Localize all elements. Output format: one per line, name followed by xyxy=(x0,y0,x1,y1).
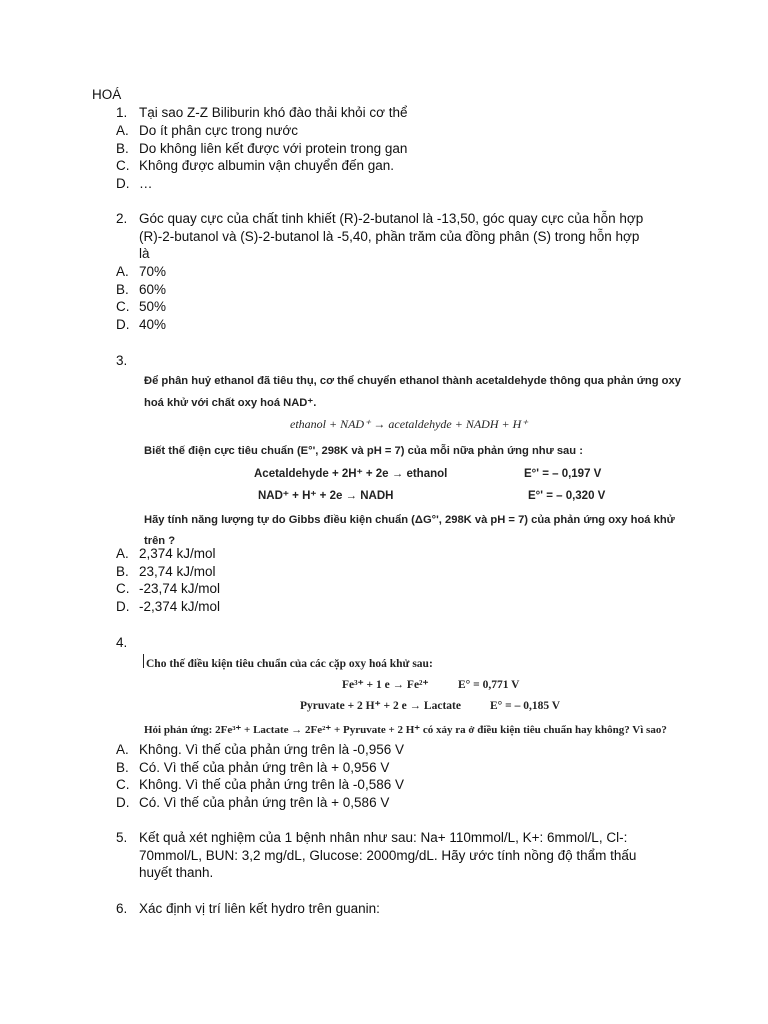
page-title: HOÁ xyxy=(92,87,122,102)
option-text: … xyxy=(139,176,153,191)
option-label: B. xyxy=(116,141,129,156)
option-label: D. xyxy=(116,795,130,810)
image-text-line: Cho thế điều kiện tiêu chuẩn của các cặp oxy hoá khử sau: xyxy=(146,658,433,670)
option-text: -23,74 kJ/mol xyxy=(139,581,221,596)
option-text: 40% xyxy=(139,317,167,332)
question-number: 1. xyxy=(116,105,128,120)
option-text: 50% xyxy=(139,299,167,314)
option-label: C. xyxy=(116,299,130,314)
option-text: 23,74 kJ/mol xyxy=(139,564,216,579)
text-cursor-mark xyxy=(143,654,144,668)
half-reaction-1: Acetaldehyde + 2H⁺ + 2e → ethanol xyxy=(254,468,448,480)
option-label: B. xyxy=(116,564,129,579)
question-text-line: huyết thanh. xyxy=(139,865,214,880)
question-text-line: Góc quay cực của chất tinh khiết (R)-2-butanol là -13,50, góc quay cực của hỗn hợp xyxy=(139,211,644,226)
option-text: 2,374 kJ/mol xyxy=(139,546,216,561)
potential-1: E° = 0,771 V xyxy=(458,679,520,691)
question-text-line: là xyxy=(139,246,150,261)
image-text-line: hoá khử với chất oxy hoá NAD⁺. xyxy=(144,397,317,409)
potential-2: E° = – 0,185 V xyxy=(490,700,561,712)
image-question-line: Hỏi phản ứng: 2Fe³⁺ + Lactate → 2Fe²⁺ + Pyruvate + 2 H⁺ có xảy ra ở điều kiện tiêu chuẩn hay không? Vì sao? xyxy=(144,724,667,736)
potential-2: E°' = – 0,320 V xyxy=(528,490,606,502)
option-label: A. xyxy=(116,546,129,561)
option-label: B. xyxy=(116,282,129,297)
question-text-line: (R)-2-butanol và (S)-2-butanol là -5,40, phần trăm của đồng phân (S) trong hỗn hợp xyxy=(139,229,640,244)
redox-pair-2: Pyruvate + 2 H⁺ + 2 e → Lactate xyxy=(300,700,461,712)
option-label: A. xyxy=(116,123,129,138)
option-label: C. xyxy=(116,158,130,173)
option-label: D. xyxy=(116,599,130,614)
image-text-line: trên ? xyxy=(144,535,176,547)
option-text: Có. Vì thế của phản ứng trên là + 0,586 V xyxy=(139,795,390,810)
option-text: Không. Vì thế của phản ứng trên là -0,586 V xyxy=(139,777,404,792)
option-text: 60% xyxy=(139,282,167,297)
option-text: Do ít phân cực trong nước xyxy=(139,123,299,138)
question-text-line: Kết quả xét nghiệm của 1 bệnh nhân như sau: Na+ 110mmol/L, K+: 6mmol/L, Cl-: xyxy=(139,830,628,845)
option-text: Không được albumin vận chuyển đến gan. xyxy=(139,158,395,173)
image-equation: ethanol + NAD⁺ → acetaldehyde + NADH + H⁺ xyxy=(290,417,528,431)
option-label: B. xyxy=(116,760,129,775)
option-text: -2,374 kJ/mol xyxy=(139,599,221,614)
potential-1: E°' = – 0,197 V xyxy=(524,468,602,480)
image-text-line: Hãy tính năng lượng tự do Gibbs điều kiện chuẩn (ΔG°', 298K và pH = 7) của phản ứng oxy hoá khử xyxy=(144,514,675,526)
question-number: 6. xyxy=(116,901,128,916)
option-label: C. xyxy=(116,581,130,596)
question-number: 3. xyxy=(116,353,128,368)
option-text: Có. Vì thế của phản ứng trên là + 0,956 V xyxy=(139,760,390,775)
option-label: A. xyxy=(116,264,129,279)
image-text-line: Biết thế điện cực tiêu chuẩn (E°', 298K và pH = 7) của mỗi nữa phản ứng như sau : xyxy=(144,445,583,457)
option-label: C. xyxy=(116,777,130,792)
question-text: Tại sao Z-Z Biliburin khó đào thải khỏi cơ thể xyxy=(139,105,408,120)
redox-pair-1: Fe³⁺ + 1 e → Fe²⁺ xyxy=(342,679,429,691)
option-label: A. xyxy=(116,742,129,757)
option-text: Không. Vì thế của phản ứng trên là -0,956 V xyxy=(139,742,404,757)
question-text-line: Xác định vị trí liên kết hydro trên guanin: xyxy=(139,901,380,916)
option-text: 70% xyxy=(139,264,167,279)
option-label: D. xyxy=(116,317,130,332)
question-number: 5. xyxy=(116,830,128,845)
question-number: 2. xyxy=(116,211,128,226)
question-number: 4. xyxy=(116,635,128,650)
image-text-line: Để phân huỷ ethanol đã tiêu thụ, cơ thể chuyển ethanol thành acetaldehyde thông qua phản ứng oxy xyxy=(144,375,681,387)
option-text: Do không liên kết được với protein trong gan xyxy=(139,141,408,156)
half-reaction-2: NAD⁺ + H⁺ + 2e → NADH xyxy=(258,490,394,502)
option-label: D. xyxy=(116,176,130,191)
question-text-line: 70mmol/L, BUN: 3,2 mg/dL, Glucose: 2000mg/dL. Hãy ước tính nồng độ thẩm thấu xyxy=(139,848,637,863)
